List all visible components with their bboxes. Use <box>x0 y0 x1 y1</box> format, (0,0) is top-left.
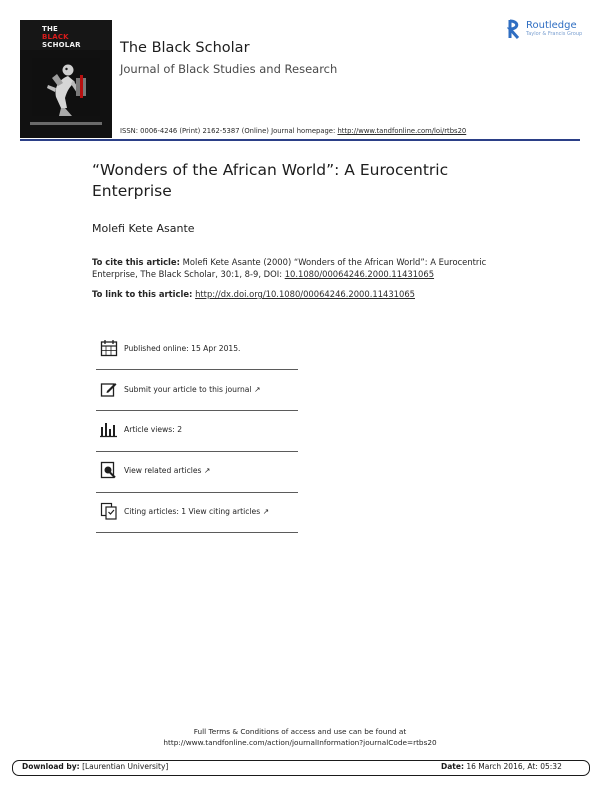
related-row[interactable] <box>96 453 296 493</box>
download-date <box>441 762 562 771</box>
cover-footer-strip <box>30 122 102 125</box>
issn-line <box>120 127 466 135</box>
panel-divider <box>96 410 298 411</box>
terms-text: Full Terms & Conditions of access and use can be found at <box>193 727 407 736</box>
cite-text: Molefi Kete Asante (2000) “Wonders of the African World”: A Eurocentric Enterprise, The Black Scholar, 30:1, 8-9, DOI: <box>92 257 487 279</box>
submit-text <box>124 385 260 394</box>
journal-cover <box>20 20 112 138</box>
views-text: Article views: 2 <box>124 425 183 434</box>
article-author: Molefi Kete Asante <box>92 222 195 235</box>
citing-row[interactable] <box>96 494 296 534</box>
panel-divider <box>96 532 298 533</box>
journal-subtitle: Journal of Black Studies and Research <box>120 62 338 76</box>
cite-doi-link[interactable]: 10.1080/00064246.2000.11431065 <box>284 268 435 279</box>
download-by-label: Download by: <box>22 762 80 771</box>
download-by-value: [Laurentian University] <box>82 762 169 771</box>
journal-title: The Black Scholar <box>120 40 250 56</box>
published-text: Published online: 15 Apr 2015. <box>124 344 241 353</box>
citation-block <box>92 257 522 280</box>
journal-homepage-link[interactable]: http://www.tandfonline.com/loi/rtbs20 <box>337 127 467 135</box>
cover-masthead-line2: BLACK <box>42 33 69 41</box>
external-link-icon: ↗ <box>253 385 261 394</box>
views-row <box>96 412 296 452</box>
download-date-label: Date: <box>441 762 464 771</box>
citing-documents-icon <box>100 502 118 520</box>
article-doi-link[interactable]: http://dx.doi.org/10.1080/00064246.2000.11431065 <box>195 289 415 299</box>
cover-illustration <box>32 58 100 120</box>
related-text <box>124 466 210 475</box>
citing-text <box>124 507 269 516</box>
panel-divider <box>96 451 298 452</box>
cover-masthead-line1: THE <box>42 25 59 33</box>
publisher-tagline: Taylor & Francis Group <box>526 31 583 37</box>
search-document-icon <box>100 461 118 479</box>
cover-masthead-line3: SCHOLAR <box>42 41 81 49</box>
submit-label: Submit your article to this journal <box>124 385 252 394</box>
external-link-icon: ↗ <box>262 507 269 516</box>
routledge-logo-icon <box>507 18 521 40</box>
header-divider <box>20 139 580 141</box>
publisher-logo-text: Routledge <box>526 20 577 31</box>
download-date-value: 16 March 2016, At: 05:32 <box>466 762 562 771</box>
article-link-line <box>92 289 415 299</box>
cite-label: To cite this article: <box>92 257 180 267</box>
download-by <box>22 762 168 771</box>
edit-icon <box>100 380 118 398</box>
link-label: To link to this article: <box>92 289 193 299</box>
external-link-icon: ↗ <box>203 466 211 475</box>
panel-divider <box>96 492 298 493</box>
citing-label: Citing articles: 1 View citing articles <box>124 507 261 516</box>
terms-link[interactable]: http://www.tandfonline.com/action/journalInformation?journalCode=rtbs20 <box>163 738 437 747</box>
panel-divider <box>96 369 298 370</box>
related-label: View related articles <box>124 466 202 475</box>
issn-text: ISSN: 0006-4246 (Print) 2162-5387 (Online) Journal homepage: <box>120 127 336 135</box>
calendar-icon <box>100 339 118 357</box>
published-row <box>96 331 296 371</box>
article-title: “Wonders of the African World”: A Eurocentric Enterprise <box>92 161 449 200</box>
submit-row[interactable] <box>96 372 296 412</box>
bar-chart-icon <box>100 420 118 438</box>
